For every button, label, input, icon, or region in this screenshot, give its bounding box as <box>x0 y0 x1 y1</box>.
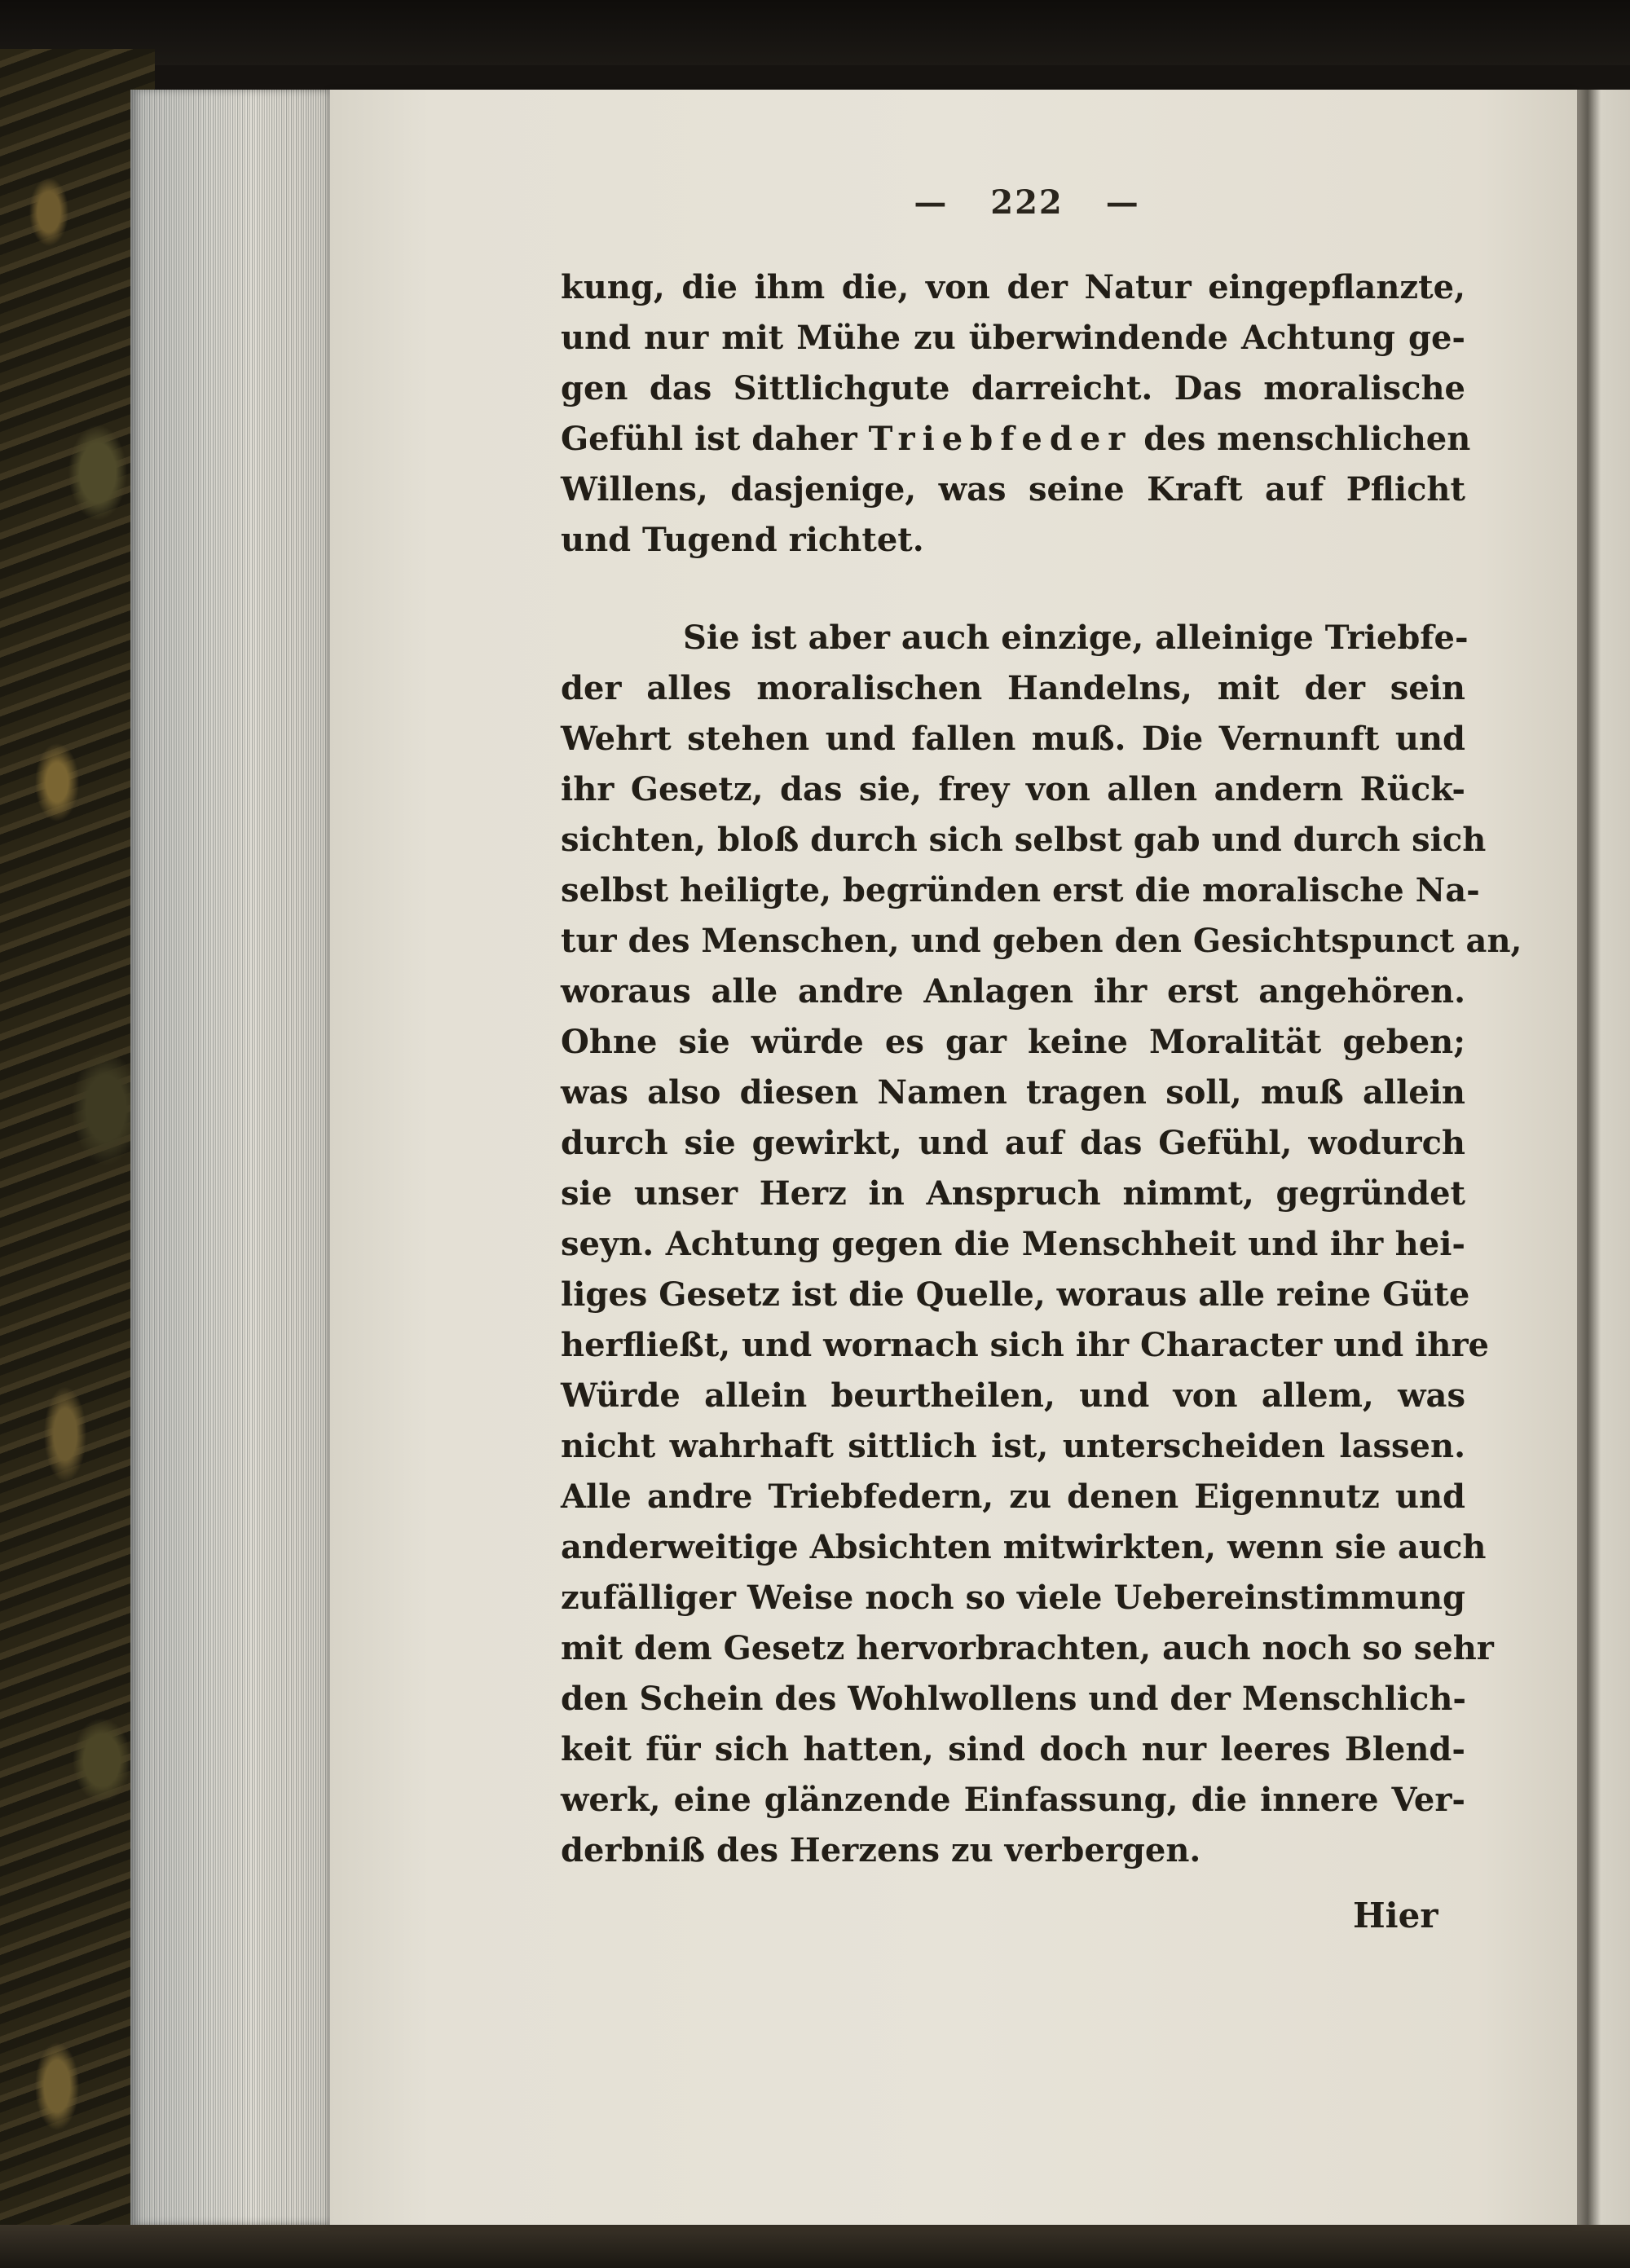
text-line: der alles moralischen Handelns, mit der sein <box>561 669 1465 707</box>
header-dash-left: — <box>914 183 949 222</box>
text-line: derbniß des Herzens zu verbergen. <box>561 1831 1201 1869</box>
text-line: Sie ist aber auch einzige, alleinige Triebfe- <box>683 619 1469 657</box>
text-line: durch sie gewirkt, und auf das Gefühl, wodurch <box>561 1124 1465 1162</box>
text-line: werk, eine glänzende Einfassung, die innere Ver- <box>561 1781 1465 1819</box>
text-line: liges Gesetz ist die Quelle, woraus alle reine Güte <box>561 1275 1470 1314</box>
text-line: keit für sich hatten, sind doch nur leeres Blend- <box>561 1730 1465 1768</box>
emphasized-word: Triebfeder <box>868 420 1133 458</box>
text-segment: des menschlichen <box>1143 420 1471 458</box>
text-line: woraus alle andre Anlagen ihr erst angehören. <box>561 972 1465 1011</box>
text-line: mit dem Gesetz hervorbrachten, auch noch so sehr <box>561 1629 1494 1667</box>
text-line: sichten, bloß durch sich selbst gab und durch sich <box>561 821 1487 859</box>
text-line: und Tugend richtet. <box>561 521 924 559</box>
text-line: Alle andre Triebfedern, zu denen Eigennutz und <box>561 1478 1465 1516</box>
text-line: herfließt, und wornach sich ihr Character und ihre <box>561 1326 1489 1364</box>
text-line: Ohne sie würde es gar keine Moralität geben; <box>561 1023 1465 1061</box>
text-line: Wehrt stehen und fallen muß. Die Vernunft und <box>561 720 1465 758</box>
text-line: gen das Sittlichgute darreicht. Das moralische <box>561 369 1465 407</box>
catchword: Hier <box>1353 1896 1438 1936</box>
text-line: anderweitige Absichten mitwirkten, wenn sie auch <box>561 1528 1487 1566</box>
scan-background-top <box>0 0 1630 65</box>
paragraph-1 <box>561 262 1471 566</box>
page-header <box>848 183 1206 222</box>
text-line: was also diesen Namen tragen soll, muß allein <box>561 1073 1465 1112</box>
page-number: 222 <box>990 183 1064 222</box>
text-line: seyn. Achtung gegen die Menschheit und ihr hei- <box>561 1225 1465 1263</box>
book-gutter <box>1577 90 1630 2225</box>
text-line: und nur mit Mühe zu überwindende Achtung ge- <box>561 319 1465 357</box>
text-line: sie unser Herz in Anspruch nimmt, gegründet <box>561 1174 1465 1213</box>
text-segment: Gefühl ist daher <box>561 420 857 458</box>
text-line: kung, die ihm die, von der Natur eingepflanzte, <box>561 268 1465 306</box>
text-line: Würde allein beurtheilen, und von allem, was <box>561 1376 1465 1415</box>
paragraph-2 <box>561 613 1522 1876</box>
text-line: den Schein des Wohlwollens und der Menschlich- <box>561 1680 1467 1718</box>
page-fore-edge <box>130 90 334 2225</box>
header-dash-right: — <box>1105 183 1140 222</box>
text-line: selbst heiligte, begründen erst die moralische Na- <box>561 871 1480 909</box>
text-line: nicht wahrhaft sittlich ist, unterscheiden lassen. <box>561 1427 1465 1465</box>
text-line: Willens, dasjenige, was seine Kraft auf Pflicht <box>561 470 1465 509</box>
text-line: zufälliger Weise noch so viele Uebereinstimmung <box>561 1579 1465 1617</box>
text-line: tur des Menschen, und geben den Gesichtspunct an, <box>561 922 1522 960</box>
scan-background-bottom <box>0 2225 1630 2268</box>
text-line: ihr Gesetz, das sie, frey von allen andern Rück- <box>561 770 1465 808</box>
text-line <box>561 414 1471 465</box>
